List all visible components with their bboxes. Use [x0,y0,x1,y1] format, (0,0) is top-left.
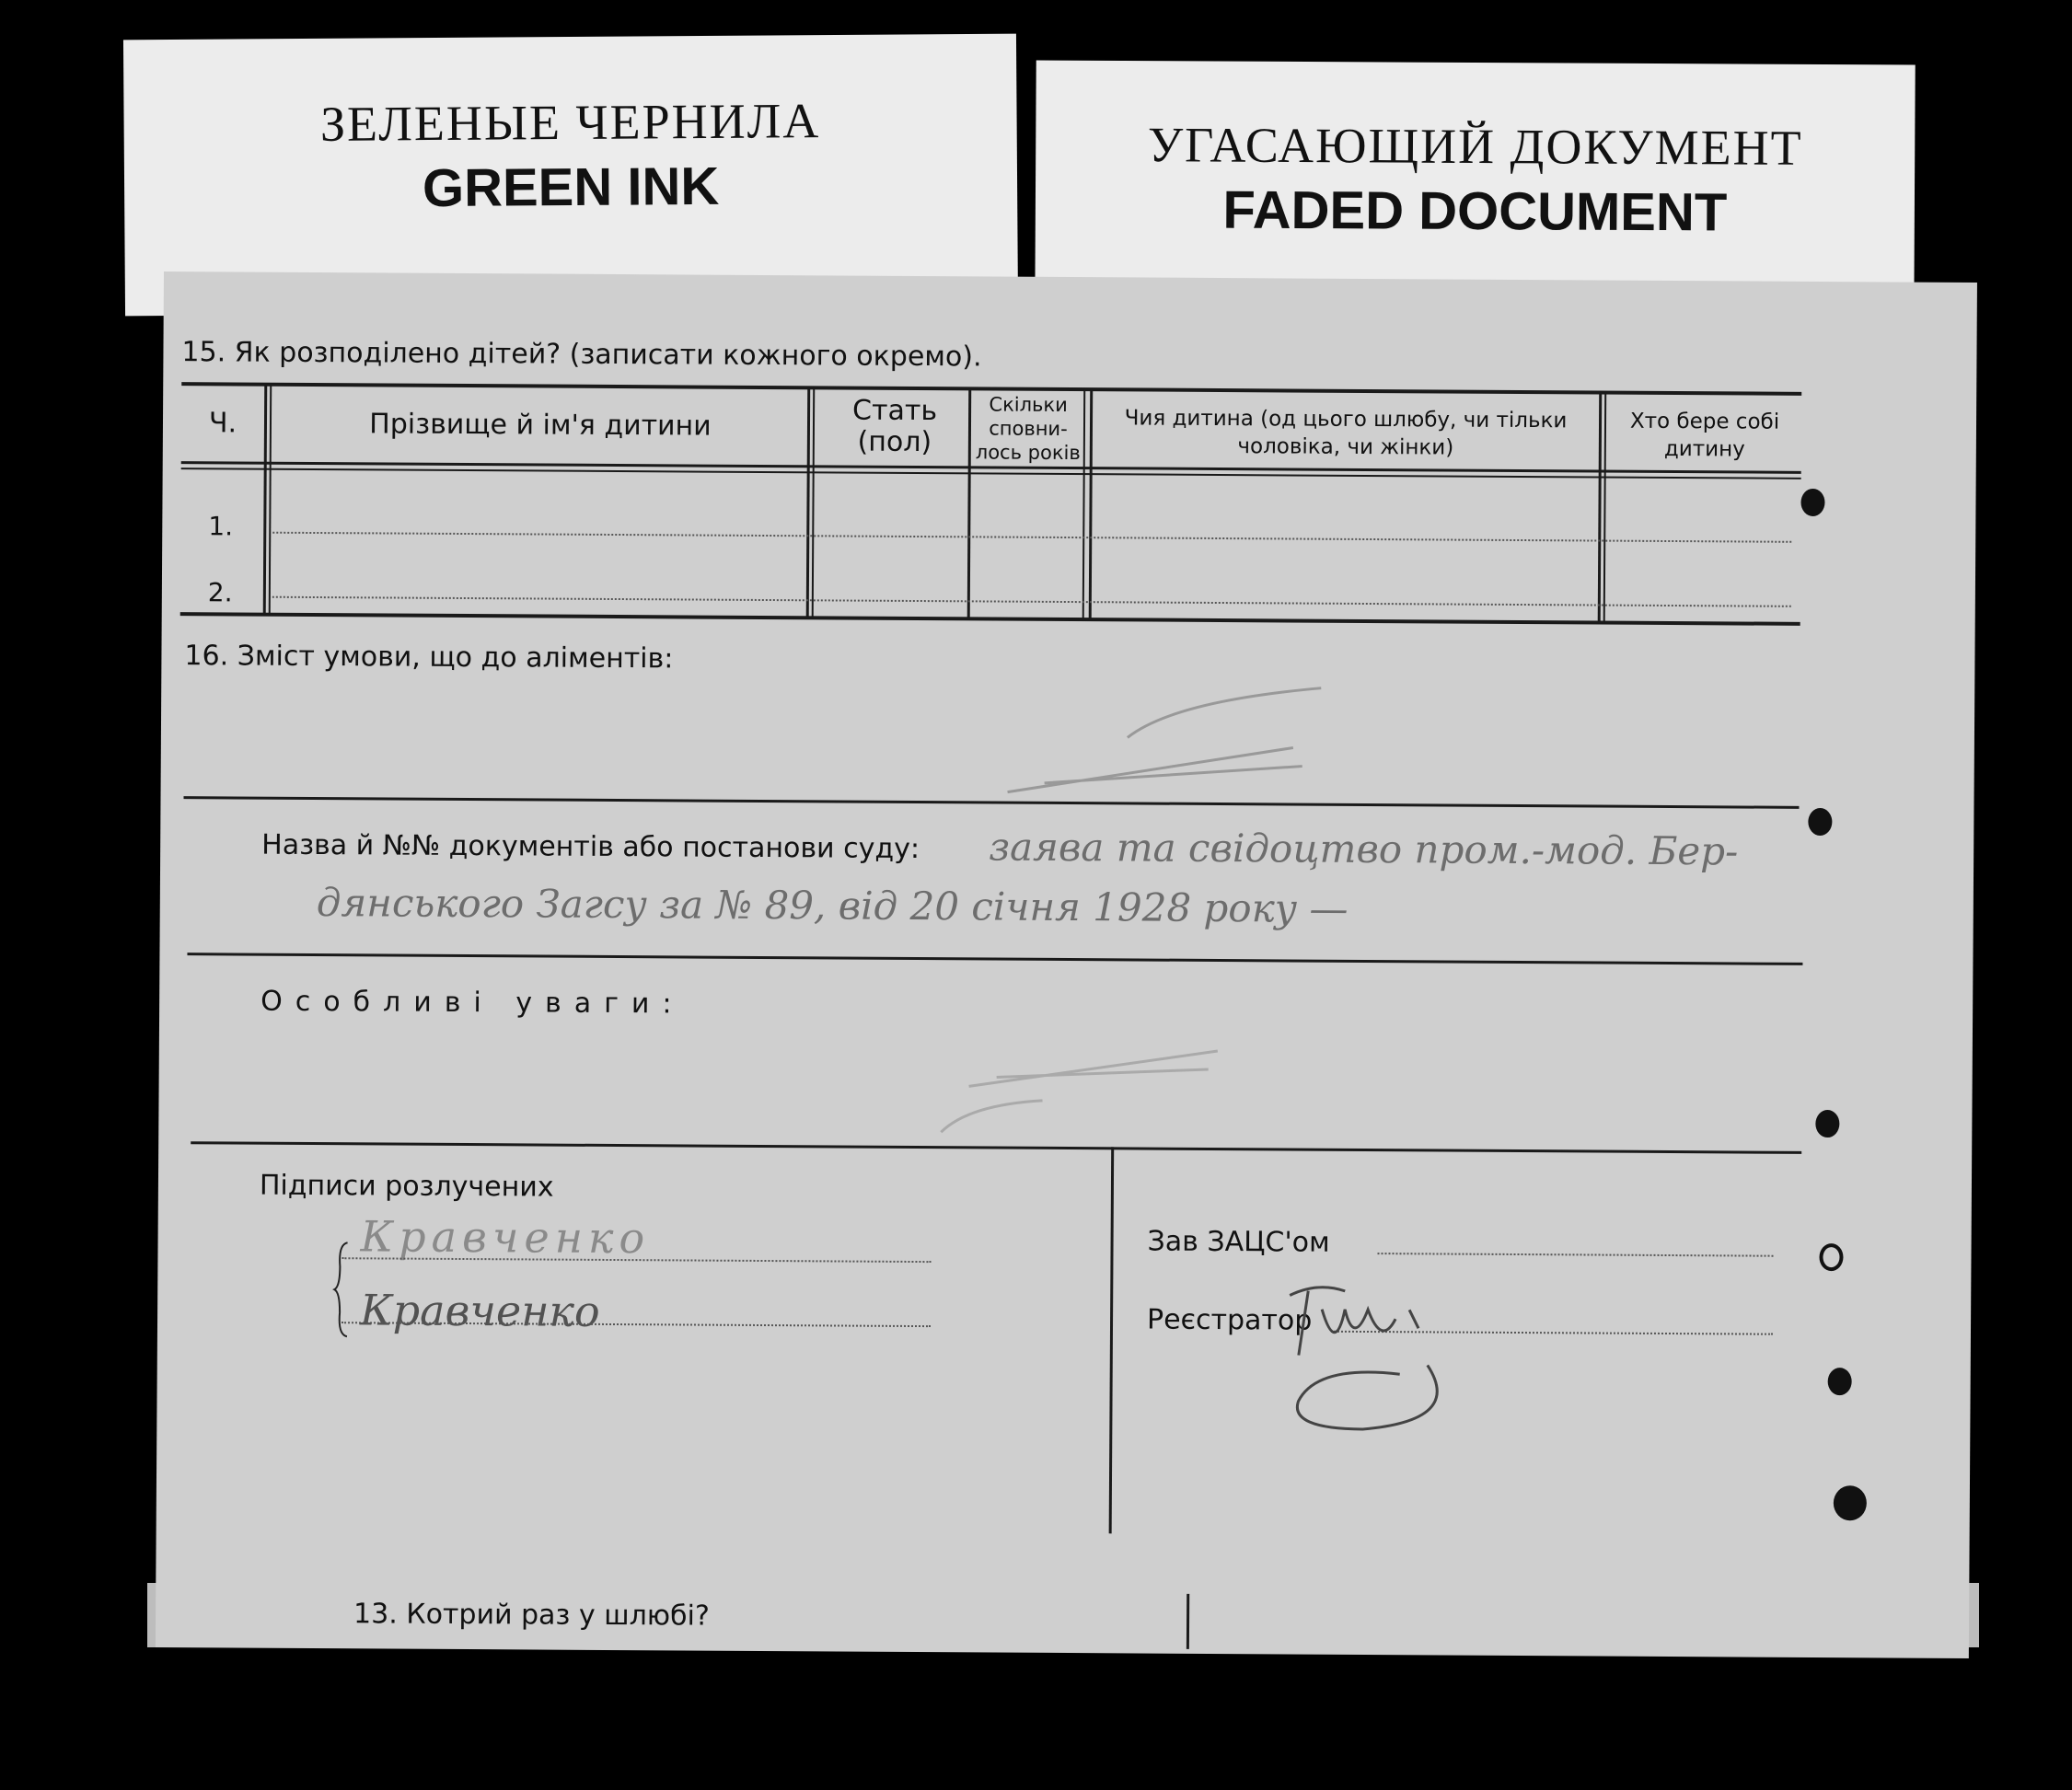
registrar-signature-scribble [1279,1253,1501,1438]
header-whose: Чия дитина (од цього шлюбу, чи тільки чоловіка, чи жінки) [1124,406,1568,460]
col-divider-1b [269,385,272,615]
docs-handwritten-line-1: заява та свідоцтво пром.-мод. Бер- [989,824,1739,874]
docs-handwritten-line-2: дянського Загсу за № 89, від 20 січня 1928 року — [316,880,1349,931]
green-ink-ru: ЗЕЛЕНЫЕ ЧЕРНИЛА [319,93,821,152]
docs-label: Назва й №№ документів або постанови суду: [261,828,920,866]
table-row-2-num: 2. [207,577,233,608]
notes-label: Особливі уваги: [260,985,685,1021]
table-row-1-line [272,532,1791,543]
signature-1: Кравченко [360,1211,651,1264]
header-name: Прізвище й ім'я дитини [369,408,712,443]
signatures-label: Підписи розлучених [259,1169,554,1204]
binder-hole [1834,1485,1867,1520]
table-row-2-line [272,596,1791,607]
pencil-strike-marks [989,681,1376,831]
registrar-label: Реєстратор [1146,1303,1313,1337]
rule-after-docs [187,953,1802,965]
faded-document-ru: УГАСАЮЩИЙ ДОКУМЕНТ [1147,117,1803,176]
form-sheet [156,271,1977,1658]
table-bottom-rule [180,612,1800,626]
binder-hole [1819,1243,1843,1271]
question-13: 13. Котрий раз у шлюбі? [353,1598,710,1633]
head-label: Зав ЗАЦС'ом [1147,1225,1330,1259]
header-who-takes: Хто бере собі дитину [1629,409,1780,462]
table-row-1-num: 1. [208,511,234,542]
col-divider-4 [1089,389,1094,619]
green-ink-en: GREEN INK [422,156,720,219]
binder-hole [1808,808,1832,836]
binder-hole [1800,489,1824,516]
pencil-notes-marks [913,1012,1282,1161]
header-num: Ч. [208,407,237,440]
q13-divider [1186,1594,1189,1649]
signature-divider [1109,1147,1115,1533]
question-15: 15. Як розподілено дітей? (записати кожного окремо). [181,336,982,374]
header-age: Скільки сповни- лось років [975,393,1081,465]
question-16: 16. Зміст умови, що до аліментів: [184,640,674,676]
signature-2: Кравченко [359,1285,600,1336]
header-sex: Стать (пол) [851,394,938,459]
col-divider-5 [1598,393,1603,623]
signature-brace [332,1239,352,1340]
binder-hole [1815,1110,1839,1138]
faded-document-en: FADED DOCUMENT [1222,179,1728,243]
binder-hole [1828,1368,1852,1395]
col-divider-2b [812,387,816,618]
col-divider-5b [1603,393,1607,623]
